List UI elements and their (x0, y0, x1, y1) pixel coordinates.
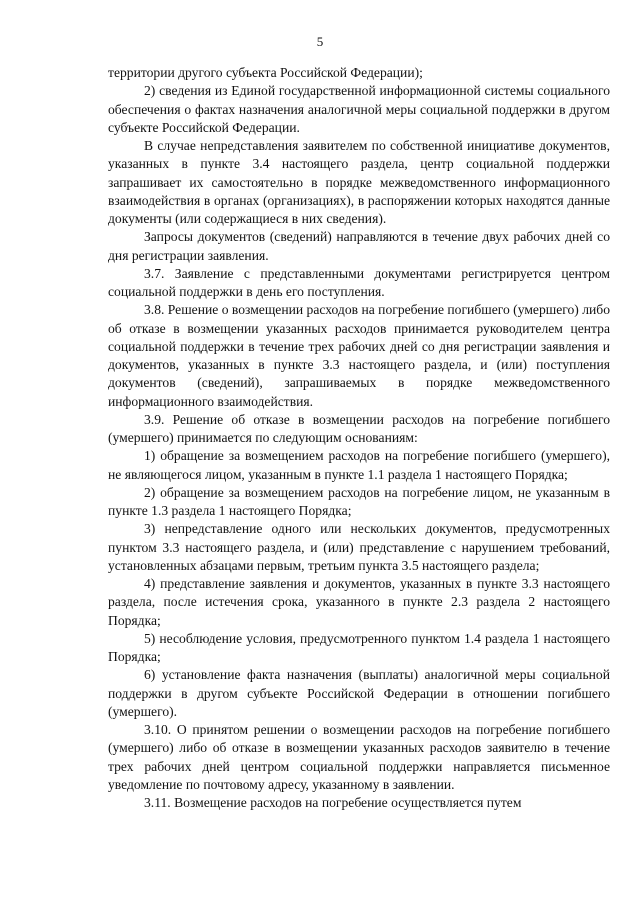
refusal-ground-1: 1) обращение за возмещением расходов на погребение погибшего (умершего), не являющегося лицом, указанным в пункте 1.1 раздела 1 настоящего Порядка; (108, 448, 610, 482)
refusal-ground-4: 4) представление заявления и документов, указанных в пункте 3.3 настоящего раздела, после истечения срока, указанного в пункте 2.3 раздела 2 настоящего Порядка; (108, 576, 610, 628)
refusal-ground-2: 2) обращение за возмещением расходов на погребение лицом, не указанным в пункте 1.3 раздела 1 настоящего Порядка; (108, 484, 610, 518)
document-body (108, 64, 610, 812)
clause-3-9: 3.9. Решение об отказе в возмещении расходов на погребение погибшего (умершего) принимается по следующим основаниям: (108, 411, 610, 445)
refusal-ground-3: 3) непредставление одного или нескольких документов, предусмотренных пунктом 3.3 настоящего раздела, и (или) представление с нарушением требований, установленных абзацами первым, третьим пункта 3.5 настоящего раздела; (108, 521, 610, 573)
clause-3-10: 3.10. О принятом решении о возмещении расходов на погребение погибшего (умершего) либо об отказе в возмещении указанных расходов заявителю в течение трех рабочих дней центром социальной поддержки направляется письменное уведомление по почтовому адресу, указанному в заявлении. (108, 722, 610, 792)
clause-3-11: 3.11. Возмещение расходов на погребение осуществляется путем (144, 795, 522, 810)
paragraph-continuation: территории другого субъекта Российской Федерации); (108, 65, 423, 80)
refusal-ground-6: 6) установление факта назначения (выплаты) аналогичной меры социальной поддержки в другом субъекте Российской Федерации в отношении погибшего (умершего). (108, 667, 610, 719)
paragraph-interagency-request: В случае непредставления заявителем по собственной инициативе документов, указанных в пункте 3.4 настоящего раздела, центр социальной поддержки запрашивает их самостоятельно в порядке межведомственного информационного взаимодействия в органах (организациях), в распоряжении которых находятся данные документы (или содержащиеся в них сведения). (108, 138, 610, 226)
page-number: 5 (316, 34, 324, 49)
clause-3-7: 3.7. Заявление с представленными документами регистрируется центром социальной поддержки в день его поступления. (108, 265, 610, 299)
list-item-2-unified-system: 2) сведения из Единой государственной информационной системы социального обеспечения о фактах назначения аналогичной меры социальной поддержки в другом субъекте Российской Федерации. (108, 83, 610, 135)
clause-3-8: 3.8. Решение о возмещении расходов на погребение погибшего (умершего) либо об отказе в возмещении указанных расходов принимается руководителем центра социальной поддержки в течение трех рабочих дней со дня регистрации заявления и документов, указанных в пункте 3.3 настоящего раздела, и (или) поступления документов (сведений), запрашиваемых в порядке межведомственного информационного взаимодействия. (108, 302, 610, 409)
paragraph-request-deadline: Запросы документов (сведений) направляются в течение двух рабочих дней со дня регистрации заявления. (108, 229, 610, 263)
refusal-ground-5: 5) несоблюдение условия, предусмотренного пунктом 1.4 раздела 1 настоящего Порядка; (108, 630, 610, 664)
